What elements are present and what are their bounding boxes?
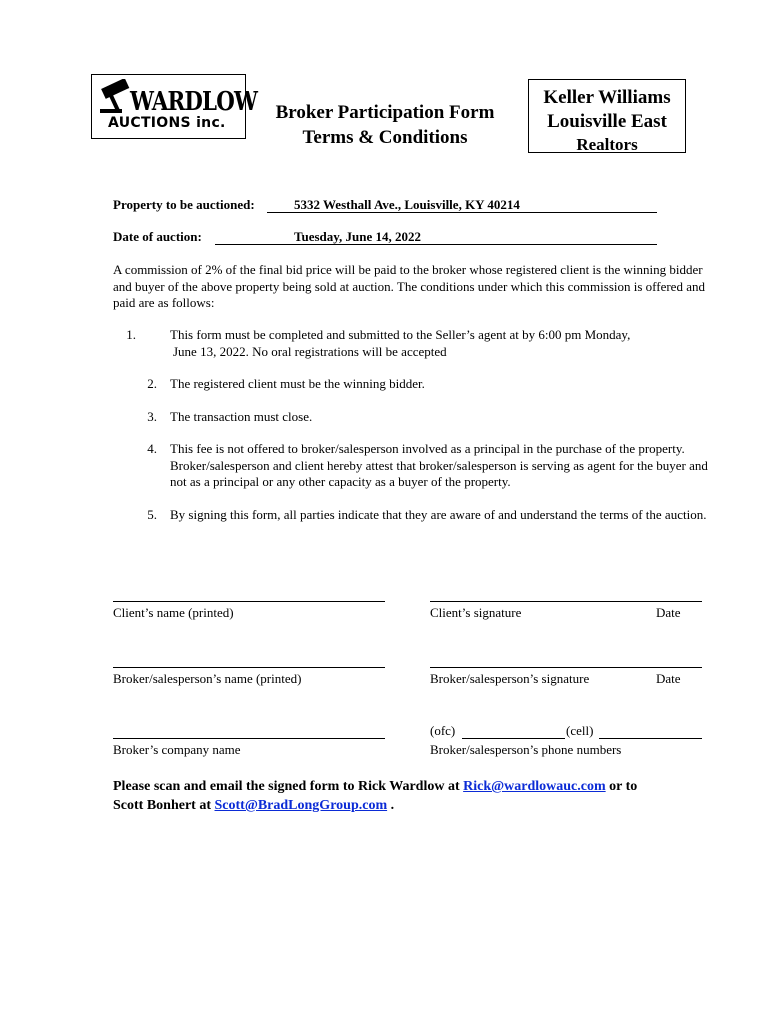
client-name-label: Client’s name (printed) [113,605,234,620]
condition-2-text: The registered client must be the winning bidder. [170,376,425,391]
condition-3-number: 3. [147,409,157,424]
condition-1-line-2: June 13, 2022. No oral registrations will be accepted [173,343,447,359]
property-field[interactable] [267,197,657,213]
ofc-label: (ofc) [430,723,456,738]
condition-1-text [170,327,730,360]
page-title [256,100,514,150]
footer-text-3: Scott Bonhert at [113,798,215,813]
client-signature-line[interactable] [430,601,702,602]
cell-label: (cell) [566,723,594,738]
condition-2-number: 2. [147,376,157,391]
date-label-2: Date [656,671,681,686]
realtor-line-3: Realtors [576,135,638,154]
logo-brand-subtitle: AUCTIONS inc. [108,115,226,131]
date-value: Tuesday, June 14, 2022 [294,229,422,244]
realtor-line-1: Keller Williams [543,87,671,108]
logo-brand-name: WARDLOW [130,87,258,117]
realtor-box [528,79,686,153]
broker-name-line[interactable] [113,667,385,668]
condition-1-number: 1. [126,327,136,342]
condition-5-text: By signing this form, all parties indicate that they are aware of and understand the terms of the auction. [170,507,707,522]
date-field[interactable] [215,229,657,245]
title-line-2: Terms & Conditions [302,127,468,148]
submission-instructions [113,777,733,815]
property-label: Property to be auctioned: [113,197,255,212]
footer-text-4: . [387,798,395,813]
footer-text-2: or to [605,779,638,794]
broker-name-label: Broker/salesperson’s name (printed) [113,671,302,686]
condition-3-text: The transaction must close. [170,409,313,424]
intro-paragraph: A commission of 2% of the final bid price will be paid to the broker whose registered client is the winning bidder and buyer of the above property being sold at auction. The conditions under which this commission is offered and paid are as follows: [113,262,705,310]
title-line-1: Broker Participation Form [275,102,495,123]
phone-numbers-label: Broker/salesperson’s phone numbers [430,742,622,757]
rick-email-link[interactable]: Rick@wardlowauc.com [463,779,606,794]
company-logo [91,74,258,139]
condition-4-number: 4. [147,441,157,456]
condition-5-number: 5. [147,507,157,522]
company-name-label: Broker’s company name [113,742,241,757]
broker-signature-line[interactable] [430,667,702,668]
scott-email-link[interactable]: Scott@BradLongGroup.com [214,798,388,813]
condition-1-line-1: This form must be completed and submitted to the Seller’s agent at by 6:00 pm Monday, [170,327,631,342]
client-signature-label: Client’s signature [430,605,522,620]
client-name-line[interactable] [113,601,385,602]
realtor-line-2: Louisville East [547,111,667,132]
condition-4-text: This fee is not offered to broker/salesperson involved as a principal in the purchase of the property. Broker/salesperson and client hereby attest that broker/salesperson is serving as agent for the buyer and not as a principal or any other capacity as a buyer of the property. [170,441,708,489]
company-name-line[interactable] [113,738,385,739]
date-label: Date of auction: [113,229,202,244]
broker-signature-label: Broker/salesperson’s signature [430,671,590,686]
footer-text-1: Please scan and email the signed form to Rick Wardlow at [113,779,464,794]
ofc-phone-line[interactable] [462,738,565,739]
cell-phone-line[interactable] [599,738,702,739]
property-value: 5332 Westhall Ave., Louisville, KY 40214 [294,197,520,212]
gavel-icon [98,79,134,115]
date-label-1: Date [656,605,681,620]
